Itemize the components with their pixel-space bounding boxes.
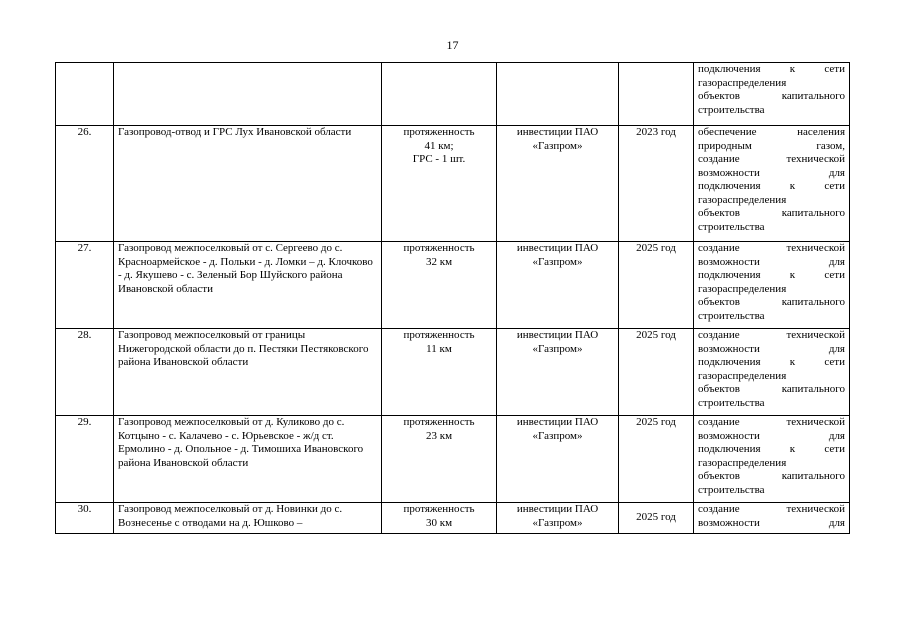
cell-source xyxy=(497,63,619,126)
cell-num: 30. xyxy=(56,503,114,534)
cell-name: Газопровод межпоселковый от д. Новинки до с. Вознесенье с отводами на д. Юшково – xyxy=(114,503,382,534)
purpose-line: создание технической xyxy=(698,503,845,515)
cell-source xyxy=(497,416,619,503)
cell-purpose xyxy=(694,503,850,534)
purpose-line: строительства xyxy=(698,103,765,116)
cell-year: 2023 год xyxy=(619,126,694,242)
cell-num xyxy=(56,63,114,126)
purpose-line: объектов капитального xyxy=(698,90,845,102)
table-row xyxy=(56,329,850,416)
cell-scope xyxy=(382,242,497,329)
cell-line: инвестиции ПАО xyxy=(516,416,599,428)
cell-line: «Газпром» xyxy=(532,429,583,442)
cell-scope xyxy=(382,63,497,126)
purpose-line: создание технической xyxy=(698,153,845,165)
cell-line: инвестиции ПАО xyxy=(516,329,599,341)
purpose-line: создание технической xyxy=(698,416,845,428)
purpose-line: подключения к сети xyxy=(698,443,845,455)
cell-name: Газопровод межпоселковый от д. Куликово до с. Котцыно - с. Калачево - с. Юрьевское - ж/д ст. Ермолино - д. Опольное - д. Тимошиха Ивановского района Ивановской области xyxy=(114,416,382,503)
cell-line: протяженность xyxy=(403,242,475,254)
cell-scope xyxy=(382,503,497,534)
purpose-line: строительства xyxy=(698,309,765,322)
purpose-line: объектов капитального xyxy=(698,383,845,395)
page-number: 17 xyxy=(446,38,459,52)
purpose-line: газораспределения xyxy=(698,282,787,295)
cell-line: инвестиции ПАО xyxy=(516,242,599,254)
purpose-line: строительства xyxy=(698,396,765,409)
table-row-continuation xyxy=(56,63,850,126)
cell-num: 26. xyxy=(56,126,114,242)
purpose-line: возможности для xyxy=(698,255,845,268)
cell-purpose xyxy=(694,416,850,503)
cell-line: протяженность xyxy=(403,503,475,515)
cell-line: 32 км xyxy=(425,255,453,268)
purpose-line: строительства xyxy=(698,483,765,496)
purpose-line: газораспределения xyxy=(698,76,787,89)
purpose-line: обеспечение населения xyxy=(698,126,845,138)
table-row xyxy=(56,126,850,242)
cell-line: «Газпром» xyxy=(532,139,583,152)
cell-num: 29. xyxy=(56,416,114,503)
purpose-line: объектов капитального xyxy=(698,470,845,482)
cell-source xyxy=(497,126,619,242)
cell-line: ГРС - 1 шт. xyxy=(412,153,466,165)
purpose-line: газораспределения xyxy=(698,369,787,382)
purpose-line: возможности для xyxy=(698,166,845,179)
cell-year: 2025 год xyxy=(619,242,694,329)
cell-purpose xyxy=(694,63,850,126)
cell-year: 2025 год xyxy=(619,416,694,503)
purpose-line: подключения к сети xyxy=(698,269,845,281)
purpose-line: подключения к сети xyxy=(698,63,845,75)
cell-line: 23 км xyxy=(425,429,453,442)
cell-line: протяженность xyxy=(403,329,475,341)
purpose-line: создание технической xyxy=(698,329,845,341)
cell-line: 11 км xyxy=(426,342,452,355)
cell-name: Газопровод межпоселковый от с. Сергеево до с. Красноармейское - д. Польки - д. Ломки – д. Клочково - д. Якушево - с. Зеленый Бор Шуйского района Ивановской области xyxy=(114,242,382,329)
purpose-line: газораспределения xyxy=(698,456,787,469)
cell-purpose xyxy=(694,242,850,329)
cell-num: 28. xyxy=(56,329,114,416)
cell-purpose xyxy=(694,126,850,242)
cell-line: инвестиции ПАО xyxy=(516,503,599,515)
cell-year: 2025 год xyxy=(619,329,694,416)
cell-name: Газопровод-отвод и ГРС Лух Ивановской области xyxy=(114,126,382,242)
cell-line: «Газпром» xyxy=(532,342,583,355)
cell-source xyxy=(497,329,619,416)
cell-name: Газопровод межпоселковый от границы Нижегородской области до п. Пестяки Пестяковского района Ивановской области xyxy=(114,329,382,416)
cell-line: протяженность xyxy=(403,416,475,428)
purpose-line: подключения к сети xyxy=(698,180,845,192)
cell-purpose xyxy=(694,329,850,416)
purpose-line: подключения к сети xyxy=(698,356,845,368)
cell-line: 41 км; xyxy=(424,139,454,152)
table-row xyxy=(56,242,850,329)
table-row xyxy=(56,416,850,503)
cell-num: 27. xyxy=(56,242,114,329)
cell-line: 30 км xyxy=(425,516,453,529)
purpose-line: природным газом, xyxy=(698,139,845,152)
cell-scope xyxy=(382,416,497,503)
table-row xyxy=(56,503,850,534)
cell-name xyxy=(114,63,382,126)
cell-line: «Газпром» xyxy=(532,255,583,268)
cell-source xyxy=(497,503,619,534)
cell-line: протяженность xyxy=(403,126,475,138)
cell-scope xyxy=(382,126,497,242)
purpose-line: создание технической xyxy=(698,242,845,254)
cell-year xyxy=(619,63,694,126)
projects-table xyxy=(55,62,850,534)
cell-line: «Газпром» xyxy=(532,516,583,529)
cell-scope xyxy=(382,329,497,416)
cell-source xyxy=(497,242,619,329)
cell-line: инвестиции ПАО xyxy=(516,126,599,138)
purpose-line: объектов капитального xyxy=(698,207,845,219)
purpose-line: возможности для xyxy=(698,516,845,529)
purpose-line: возможности для xyxy=(698,429,845,442)
purpose-line: возможности для xyxy=(698,342,845,355)
purpose-line: газораспределения xyxy=(698,193,787,206)
cell-year: 2025 год xyxy=(619,503,694,534)
purpose-line: строительства xyxy=(698,220,765,233)
purpose-line: объектов капитального xyxy=(698,296,845,308)
